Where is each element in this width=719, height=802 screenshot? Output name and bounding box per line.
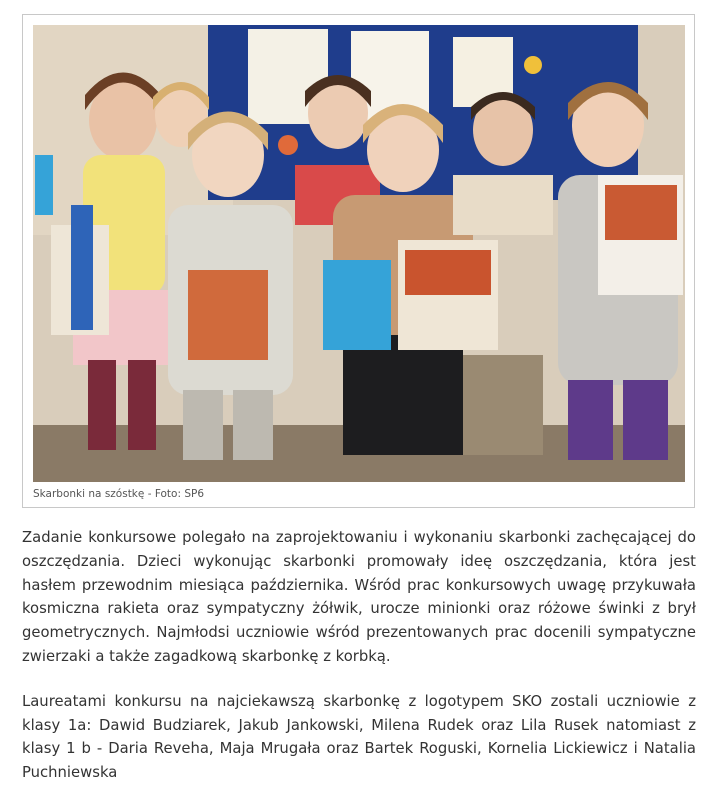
- board-decoration: [278, 135, 298, 155]
- photo-figure: [22, 14, 695, 508]
- board-decoration: [524, 56, 542, 74]
- ruler-blue: [71, 205, 93, 330]
- paragraph-contest-description: Zadanie konkursowe polegało na zaprojektowaniu i wykonaniu skarbonki zachęcającej do oszczędzania. Dzieci wykonując skarbonki promowały ideę oszczędzania, która jest hasłem przewodnim miesiąca października. Wśród prac konkursowych uwagę przykuwała kosmiczna rakieta oraz sympatyczny żółwik, urocze minionki oraz różowe świnki z brył geometrycznych. Najmłodsi uczniowie wśród prezentowanych prac docenili sympatyczne zwierzaki a także zagadkową skarbonkę z korbką.: [22, 529, 696, 665]
- photo-caption: Skarbonki na szóstkę - Foto: SP6: [33, 488, 204, 500]
- paragraph-winners: Laureatami konkursu na najciekawszą skarbonkę z logotypem SKO zostali uczniowie z klasy 1a: Dawid Budziarek, Jakub Jankowski, Milena Rudek oraz Lila Rusek natomiast z klasy 1 b - Daria Reveha, Maja Mrugała oraz Bartek Roguski, Kornelia Lickiewicz i Natalia Puchniewska: [22, 692, 696, 782]
- photo-illustration: [33, 25, 685, 482]
- ruler-diploma: [323, 260, 391, 350]
- article-body: [22, 526, 696, 785]
- photo-children-with-diplomas: [33, 25, 685, 482]
- ruler-left: [35, 155, 53, 215]
